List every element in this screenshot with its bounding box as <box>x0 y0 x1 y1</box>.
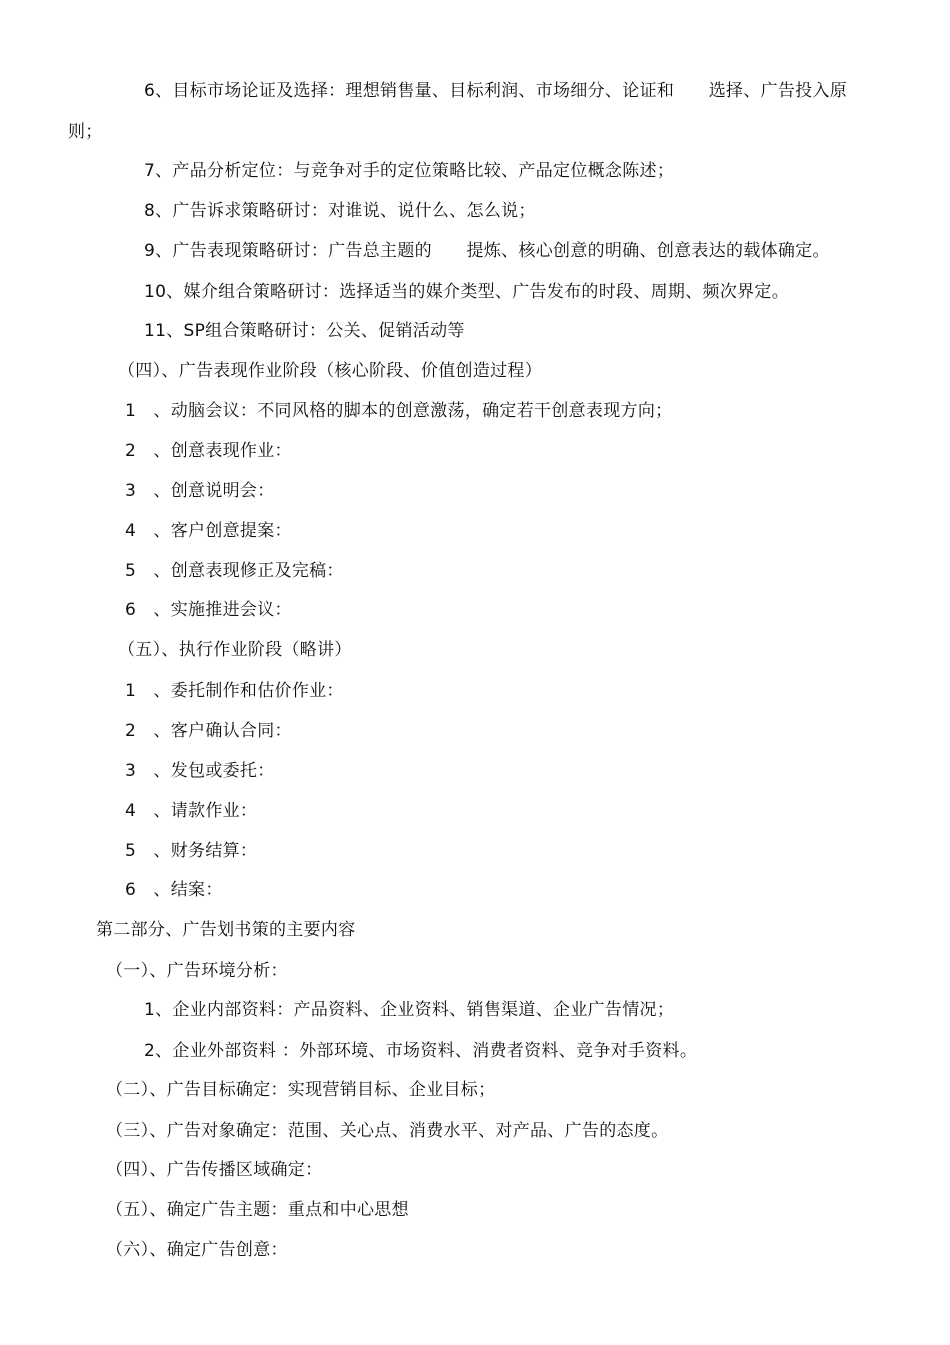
text-line: 11、SP组合策略研讨：公关、促销活动等 <box>144 321 465 341</box>
list-item: 6 、结案： <box>125 880 223 900</box>
section-heading: （五）、执行作业阶段（略讲） <box>118 640 352 660</box>
text-line: 则； <box>68 122 103 142</box>
text-line: 7、产品分析定位：与竞争对手的定位策略比较、产品定位概念陈述； <box>144 161 675 181</box>
list-item: 2 、客户确认合同： <box>125 721 292 741</box>
list-item: 3 、创意说明会： <box>125 481 275 501</box>
list-item: 2 、创意表现作业： <box>125 441 292 461</box>
section-heading: （四）、广告传播区域确定： <box>106 1160 323 1180</box>
part-heading: 第二部分、广告划书策的主要内容 <box>96 920 356 940</box>
section-heading: （四）、广告表现作业阶段（核心阶段、价值创造过程） <box>118 361 542 381</box>
text-line: 10、媒介组合策略研讨：选择适当的媒介类型、广告发布的时段、周期、频次界定。 <box>144 282 790 302</box>
text-line: 9、广告表现策略研讨：广告总主题的 提炼、核心创意的明确、创意表达的载体确定。 <box>144 241 830 261</box>
list-item: 1、企业内部资料：产品资料、企业资料、销售渠道、企业广告情况； <box>144 1000 675 1020</box>
list-item: 6 、实施推进会议： <box>125 600 292 620</box>
list-item: 4 、客户创意提案： <box>125 521 292 541</box>
list-item: 1 、委托制作和估价作业： <box>125 681 344 701</box>
list-item: 5 、财务结算： <box>125 841 258 861</box>
text-line: 8、广告诉求策略研讨：对谁说、说什么、怎么说； <box>144 201 536 221</box>
section-heading: （五）、确定广告主题：重点和中心思想 <box>106 1200 409 1220</box>
section-heading: （六）、确定广告创意： <box>106 1240 288 1260</box>
section-heading: （三）、广告对象确定：范围、关心点、消费水平、对产品、广告的态度。 <box>106 1121 669 1141</box>
text-line: 6、目标市场论证及选择：理想销售量、目标利润、市场细分、论证和 选择、广告投入原 <box>144 81 848 101</box>
section-heading: （一）、广告环境分析： <box>106 961 288 981</box>
list-item: 4 、请款作业： <box>125 801 258 821</box>
list-item: 3 、发包或委托： <box>125 761 275 781</box>
list-item: 2、企业外部资料 ：外部环境、市场资料、消费者资料、竞争对手资料。 <box>144 1041 698 1061</box>
list-item: 5 、创意表现修正及完稿： <box>125 561 344 581</box>
section-heading: （二）、广告目标确定：实现营销目标、企业目标； <box>106 1080 496 1100</box>
list-item: 1 、动脑会议：不同风格的脚本的创意激荡，确定若干创意表现方向； <box>125 401 673 421</box>
